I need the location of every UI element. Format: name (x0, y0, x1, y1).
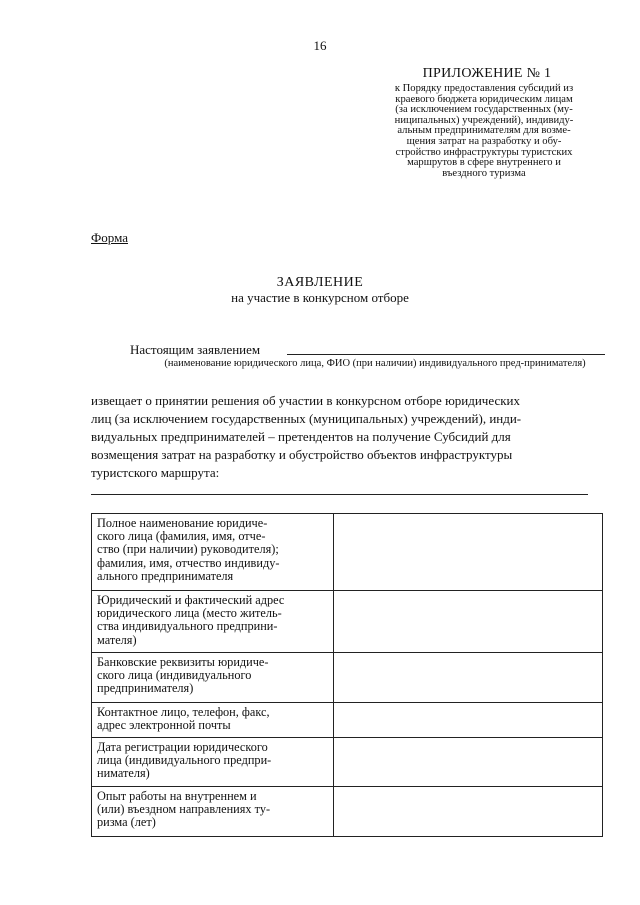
table-row (92, 514, 603, 591)
row-value-cell[interactable] (334, 703, 603, 738)
statement-line: извещает о принятии решения об участии в конкурсном отборе юридических (91, 393, 520, 408)
appendix-line: краевого бюджета юридическим лицам (395, 93, 573, 105)
table-row (92, 787, 603, 837)
row-value-cell[interactable] (334, 787, 603, 837)
appendix-line: к Порядку предоставления субсидий из (394, 83, 574, 94)
row-value-cell[interactable] (334, 514, 603, 591)
appendix-line: стройство инфраструктуры туристских (395, 146, 573, 158)
route-name-line[interactable] (91, 494, 588, 495)
form-label: Форма (91, 230, 128, 245)
document-subtitle: на участие в конкурсном отборе (231, 290, 409, 305)
row-label: Контактное лицо, телефон, факс, адрес электронной почты (92, 703, 334, 738)
applicant-name-hint: (наименование юридического лица, ФИО (при наличии) индивидуального пред-принимателя) (164, 358, 586, 369)
table-row (92, 653, 603, 703)
statement-line: возмещения затрат на разработку и обустройство объектов инфраструктуры (91, 447, 513, 462)
table-row (92, 738, 603, 787)
intro-text: Настоящим заявлением (130, 342, 261, 357)
appendix-title: ПРИЛОЖЕНИЕ № 1 (422, 66, 552, 81)
appendix-line: въездного туризма (442, 167, 526, 179)
row-label: Юридический и фактический адрес юридического лица (место житель- ства индивидуального предприни- мателя) (92, 591, 334, 653)
table-row (92, 703, 603, 738)
statement-line: лиц (за исключением государственных (муниципальных) учреждений), инди- (91, 411, 522, 426)
appendix-description (360, 84, 608, 179)
applicant-name-line[interactable] (287, 354, 605, 355)
row-label: Дата регистрации юридического лица (индивидуального предпри- нимателя) (92, 738, 334, 787)
statement-line: туристского маршрута: (91, 465, 220, 480)
appendix-line: (за исключением государственных (му- (395, 104, 573, 116)
appendix-line: альным предпринимателям для возме- (397, 125, 571, 137)
statement-line: видуальных предпринимателей – претендентов на получение Субсидий для (91, 429, 511, 444)
appendix-line: щения затрат на разработку и обу- (406, 135, 562, 147)
row-label: Опыт работы на внутреннем и (или) въездном направлениях ту- ризма (лет) (92, 787, 334, 837)
row-label: Полное наименование юридиче- ского лица (фамилия, имя, отче- ство (при наличии) руководителя); фамилия, имя, отчество индивиду- ального предпринимателя (92, 514, 334, 591)
table-row (92, 591, 603, 653)
row-value-cell[interactable] (334, 591, 603, 653)
page-number: 16 (313, 38, 327, 53)
row-label: Банковские реквизиты юридиче- ского лица (индивидуального предпринимателя) (92, 653, 334, 703)
row-value-cell[interactable] (334, 738, 603, 787)
appendix-line: ниципальных) учреждений), индивиду- (394, 114, 574, 126)
appendix-line: маршрутов в сфере внутреннего и (407, 157, 561, 169)
applicant-info-table (91, 513, 603, 837)
document-title: ЗАЯВЛЕНИЕ (276, 275, 364, 290)
statement-text (91, 392, 596, 482)
row-value-cell[interactable] (334, 653, 603, 703)
